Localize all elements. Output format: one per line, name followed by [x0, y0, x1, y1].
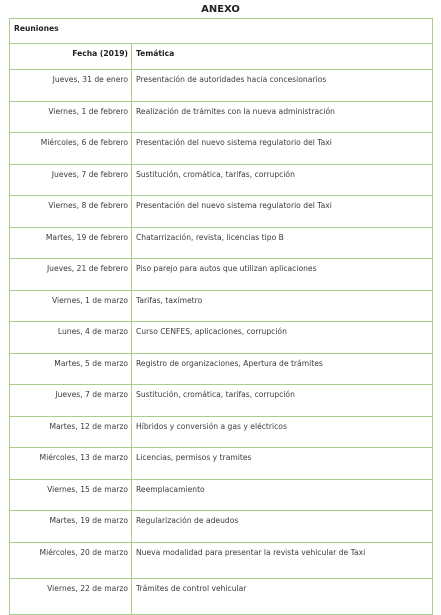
date-column-header: Fecha (2019) [10, 44, 132, 70]
table-row [10, 542, 433, 578]
meeting-topic: Sustitución, cromática, tarifas, corrupción [132, 164, 433, 196]
table-row [10, 133, 433, 165]
table-row [10, 578, 433, 614]
meeting-topic: Curso CENFES, aplicaciones, corrupción [132, 322, 433, 354]
header-row [10, 44, 433, 70]
meeting-date: Jueves, 7 de marzo [10, 385, 132, 417]
table-row [10, 416, 433, 448]
page-title: ANEXO [201, 4, 240, 15]
meeting-date: Viernes, 15 de marzo [10, 479, 132, 511]
section-row [10, 19, 433, 44]
table-row [10, 164, 433, 196]
meeting-date: Martes, 5 de marzo [10, 353, 132, 385]
table-row [10, 448, 433, 480]
table-row [10, 353, 433, 385]
meeting-topic: Realización de trámites con la nueva administración [132, 101, 433, 133]
meeting-date: Viernes, 22 de marzo [10, 578, 132, 614]
meeting-topic: Híbridos y conversión a gas y eléctricos [132, 416, 433, 448]
meeting-topic: Presentación del nuevo sistema regulatorio del Taxi [132, 133, 433, 165]
meeting-topic: Reemplacamiento [132, 479, 433, 511]
meeting-topic: Trámites de control vehicular [132, 578, 433, 614]
meeting-date: Lunes, 4 de marzo [10, 322, 132, 354]
meeting-date: Miércoles, 6 de febrero [10, 133, 132, 165]
meeting-date: Martes, 12 de marzo [10, 416, 132, 448]
meeting-date: Jueves, 31 de enero [10, 70, 132, 102]
section-label: Reuniones [10, 19, 433, 44]
meeting-topic: Sustitución, cromática, tarifas, corrupción [132, 385, 433, 417]
table-row [10, 70, 433, 102]
table-row [10, 101, 433, 133]
table-row [10, 479, 433, 511]
meeting-date: Viernes, 1 de febrero [10, 101, 132, 133]
table-row [10, 290, 433, 322]
meeting-topic: Piso parejo para autos que utilizan aplicaciones [132, 259, 433, 291]
table-row [10, 322, 433, 354]
meeting-topic: Presentación del nuevo sistema regulatorio del Taxi [132, 196, 433, 228]
meeting-topic: Nueva modalidad para presentar la revista vehicular de Taxi [132, 542, 433, 578]
meeting-topic: Chatarrización, revista, licencias tipo B [132, 227, 433, 259]
meeting-date: Viernes, 8 de febrero [10, 196, 132, 228]
table-row [10, 227, 433, 259]
meeting-date: Martes, 19 de marzo [10, 511, 132, 543]
meeting-date: Miércoles, 13 de marzo [10, 448, 132, 480]
meeting-topic: Tarifas, taxímetro [132, 290, 433, 322]
meeting-topic: Presentación de autoridades hacia concesionarios [132, 70, 433, 102]
topic-column-header: Temática [132, 44, 433, 70]
table-row [10, 511, 433, 543]
table-row [10, 385, 433, 417]
table-row [10, 259, 433, 291]
meeting-date: Jueves, 21 de febrero [10, 259, 132, 291]
meeting-date: Martes, 19 de febrero [10, 227, 132, 259]
meeting-date: Miércoles, 20 de marzo [10, 542, 132, 578]
meeting-date: Jueves, 7 de febrero [10, 164, 132, 196]
meeting-date: Viernes, 1 de marzo [10, 290, 132, 322]
table-row [10, 196, 433, 228]
meeting-topic: Licencias, permisos y tramites [132, 448, 433, 480]
meeting-topic: Registro de organizaciones, Apertura de trámites [132, 353, 433, 385]
meeting-topic: Regularización de adeudos [132, 511, 433, 543]
meetings-table [9, 18, 433, 615]
